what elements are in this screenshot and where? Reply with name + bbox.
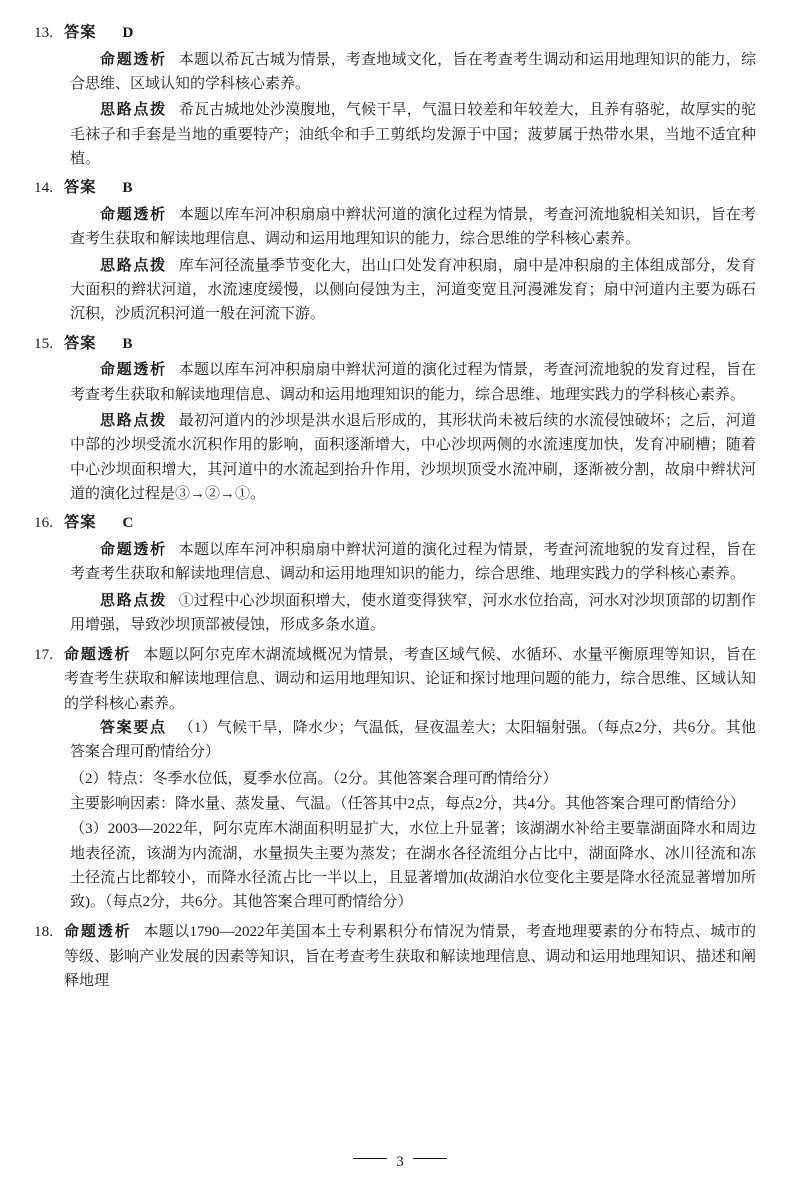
entry-number: 14. [34,179,53,197]
answer-entry-18 [34,920,756,993]
hint-text: ①过程中心沙坝面积增大，使水道变得狭窄，河水水位抬高，河水对沙坝顶部的切割作用增强，导致沙坝顶部被侵蚀，形成多条水道。 [70,592,756,633]
analysis-paragraph [34,203,756,252]
key-points-paragraph [34,716,756,765]
analysis-text: 本题以库车河冲积扇扇中辫状河道的演化过程为情景，考查河流地貌的发育过程，旨在考查考生获取和解读地理信息、调动和运用地理知识的能力，综合思维、地理实践力的学科核心素养。 [70,541,756,583]
key-points-text-4: （3）2003—2022年，阿尔克库木湖面积明显扩大，水位上升显著；该湖湖水补给主要靠湖面降水和周边地表径流，该湖为内流湖，水量损失主要为蒸发；在湖水各径流组分占比中，湖面降水、冰川径流和冻土径流占比都较小，而降水径流占比一半以上，且显著增加(故湖泊水位变化主要是降水径流显著增加所致)。（每点2分，共6分。其他答案合理可酌情给分） [70,821,756,911]
answer-value: D [122,24,135,41]
analysis-text: 本题以库车河冲积扇扇中辫状河道的演化过程为情景，考查河流地貌相关知识，旨在考查考生获取和解读地理信息、调动和运用地理知识的能力，综合思维的学科核心素养。 [70,207,756,248]
answer-label: 答案 [64,514,97,532]
answer-value: C [122,514,135,532]
hint-text: 希瓦古城地处沙漠腹地，气候干旱，气温日较差和年较差大，且养有骆驼，故厚实的驼毛袜子和手套是当地的重要特产；油纸伞和手工剪纸均发源于中国；菠萝属于热带水果，当地不适宜种植。 [70,102,756,167]
page-number: 3 [396,1154,404,1170]
analysis-label: 命题透析 [64,647,132,664]
hint-label: 思路点拨 [100,412,167,429]
answer-line [34,177,756,200]
key-points-text-2: （2）特点：冬季水位低，夏季水位高。（2分。其他答案合理可酌情给分） [70,770,558,787]
entry-number: 15. [34,334,53,352]
analysis-paragraph [34,643,756,716]
footer-rule-left [353,1158,387,1159]
analysis-label: 命题透析 [100,207,167,224]
hint-label: 思路点拨 [100,102,167,119]
analysis-text: 本题以1790—2022年美国本土专利累积分布情况为情景，考查地理要素的分布特点、城市的等级、影响产业发展的因素等知识，旨在考查考生获取和解读地理信息、调动和运用地理知识、描述和阐释地理 [64,924,756,989]
hint-label: 思路点拨 [100,257,167,274]
analysis-paragraph [34,48,756,97]
answer-label: 答案 [64,334,97,352]
answer-label: 答案 [64,24,97,41]
answer-entry-14 [34,177,756,326]
hint-paragraph [34,589,756,638]
entry-number: 17. [34,646,53,664]
answer-entry-17 [34,643,756,914]
key-points-text-3: 主要影响因素：降水量、蒸发量、气温。（任答其中2点，每点2分，共4分。其他答案合理可酌情给分） [70,795,746,812]
answer-line [34,22,756,45]
answer-value: B [122,179,134,197]
answer-line [34,333,756,356]
analysis-paragraph [34,538,756,587]
analysis-label: 命题透析 [100,51,167,68]
answer-entry-15 [34,333,756,507]
analysis-label: 命题透析 [64,924,132,941]
analysis-text: 本题以希瓦古城为情景，考查地域文化，旨在考查考生调动和运用地理知识的能力，综合思维、区域认知的学科核心素养。 [70,51,756,93]
analysis-label: 命题透析 [100,362,167,379]
analysis-text: 本题以阿尔克库木湖流域概况为情景，考查区域气候、水循环、水量平衡原理等知识，旨在考查考生获取和解读地理信息、调动和运用地理知识、论证和探讨地理问题的能力，综合思维、区域认知的学科核心素养。 [64,647,756,712]
hint-text: 库车河径流量季节变化大，出山口处发育冲积扇，扇中是冲积扇的主体组成部分，发育大面积的辫状河道，水流速度缓慢，以侧向侵蚀为主，河道变宽且河漫滩发育；扇中河道内主要为砾石沉积，沙质沉积河道一般在河流下游。 [70,257,756,323]
answer-label: 答案 [64,179,97,197]
hint-paragraph [34,254,756,327]
analysis-paragraph [34,358,756,407]
entry-number: 16. [34,514,53,532]
entry-number: 13. [34,24,53,41]
entry-number: 18. [34,923,53,941]
analysis-label: 命题透析 [100,541,167,558]
hint-text: 最初河道内的沙坝是洪水退后形成的，其形状尚未被后续的水流侵蚀破坏；之后，河道中部的沙坝受流水沉积作用的影响，面积逐渐增大，中心沙坝两侧的水流速度加快，发育冲刷槽；随着中心沙坝面积增大，其河道中的水流起到抬升作用，沙坝坝顶受水流冲刷，逐渐被分割，故扇中辫状河道的演化过程是③→②→①。 [70,412,756,502]
hint-paragraph [34,98,756,171]
footer-rule-right [413,1158,447,1159]
answer-value: B [122,334,134,352]
analysis-text: 本题以库车河冲积扇扇中辫状河道的演化过程为情景，考查河流地貌的发育过程，旨在考查考生获取和解读地理信息、调动和运用地理知识的能力，综合思维、地理实践力的学科核心素养。 [70,362,756,403]
answer-entry-13 [34,22,756,171]
hint-label: 思路点拨 [100,592,167,609]
answer-line [34,512,756,535]
key-points-text-1: （1）气候干旱，降水少；气温低，昼夜温差大；太阳辐射强。（每点2分，共6分。其他答案合理可酌情给分） [70,720,756,761]
hint-paragraph [34,409,756,506]
answer-entry-16 [34,512,756,637]
page-footer [0,1154,800,1171]
analysis-paragraph [34,920,756,993]
key-points-label: 答案要点 [100,720,167,737]
